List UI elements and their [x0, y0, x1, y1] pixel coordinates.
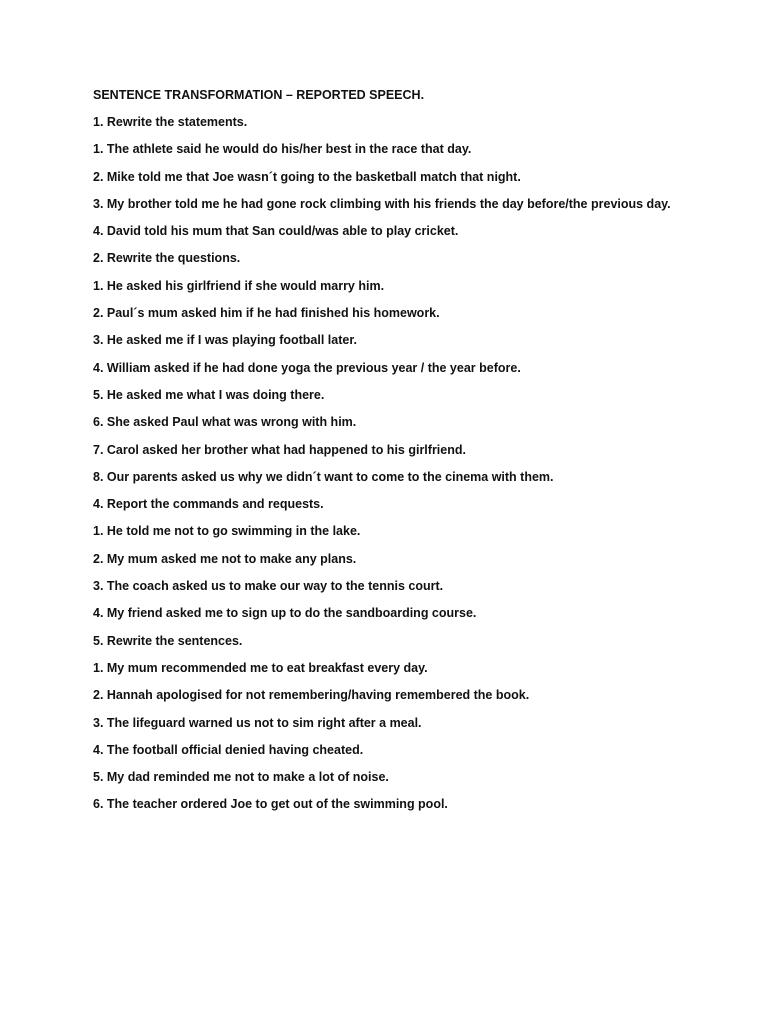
section-heading: 5. Rewrite the sentences. [93, 633, 243, 648]
list-item: 1. He asked his girlfriend if she would marry him. [93, 278, 385, 293]
list-item: 3. The coach asked us to make our way to the tennis court. [93, 579, 444, 594]
list-item: 8. Our parents asked us why we didn´t want to come to the cinema with them. [93, 469, 554, 484]
list-item: 1. The athlete said he would do his/her best in the race that day. [93, 142, 472, 157]
list-item: 5. He asked me what I was doing there. [93, 387, 325, 402]
list-item: 2. My mum asked me not to make any plans. [93, 551, 357, 566]
item-list [93, 140, 733, 240]
list-item: 2. Paul´s mum asked him if he had finished his homework. [93, 306, 440, 321]
list-item: 5. My dad reminded me not to make a lot of noise. [93, 770, 389, 785]
item-list [93, 522, 733, 622]
list-item: 7. Carol asked her brother what had happened to his girlfriend. [93, 442, 466, 457]
section-report-commands [93, 495, 733, 622]
item-list [93, 659, 733, 813]
list-item: 2. Mike told me that Joe wasn´t going to the basketball match that night. [93, 169, 521, 184]
list-item: 3. The lifeguard warned us not to sim right after a meal. [93, 715, 422, 730]
list-item: 6. The teacher ordered Joe to get out of the swimming pool. [93, 797, 448, 812]
page-title: SENTENCE TRANSFORMATION – REPORTED SPEECH. [93, 88, 425, 102]
section-rewrite-statements [93, 113, 733, 240]
section-heading: 4. Report the commands and requests. [93, 497, 324, 512]
list-item: 4. David told his mum that San could/was able to play cricket. [93, 224, 459, 239]
list-item: 4. William asked if he had done yoga the previous year / the year before. [93, 360, 521, 375]
list-item: 4. My friend asked me to sign up to do the sandboarding course. [93, 606, 477, 621]
item-list [93, 277, 733, 486]
list-item: 1. He told me not to go swimming in the lake. [93, 524, 361, 539]
list-item: 3. He asked me if I was playing football later. [93, 333, 357, 348]
section-heading: 2. Rewrite the questions. [93, 251, 241, 266]
section-heading: 1. Rewrite the statements. [93, 115, 248, 129]
list-item: 4. The football official denied having cheated. [93, 742, 364, 757]
list-item: 1. My mum recommended me to eat breakfast every day. [93, 660, 428, 675]
list-item: 2. Hannah apologised for not remembering/having remembered the book. [93, 688, 530, 703]
document-page [93, 86, 733, 823]
section-rewrite-questions [93, 249, 733, 485]
list-item: 6. She asked Paul what was wrong with him. [93, 415, 357, 430]
list-item: 3. My brother told me he had gone rock climbing with his friends the day before/the previous day. [93, 196, 671, 211]
section-rewrite-sentences [93, 632, 733, 814]
